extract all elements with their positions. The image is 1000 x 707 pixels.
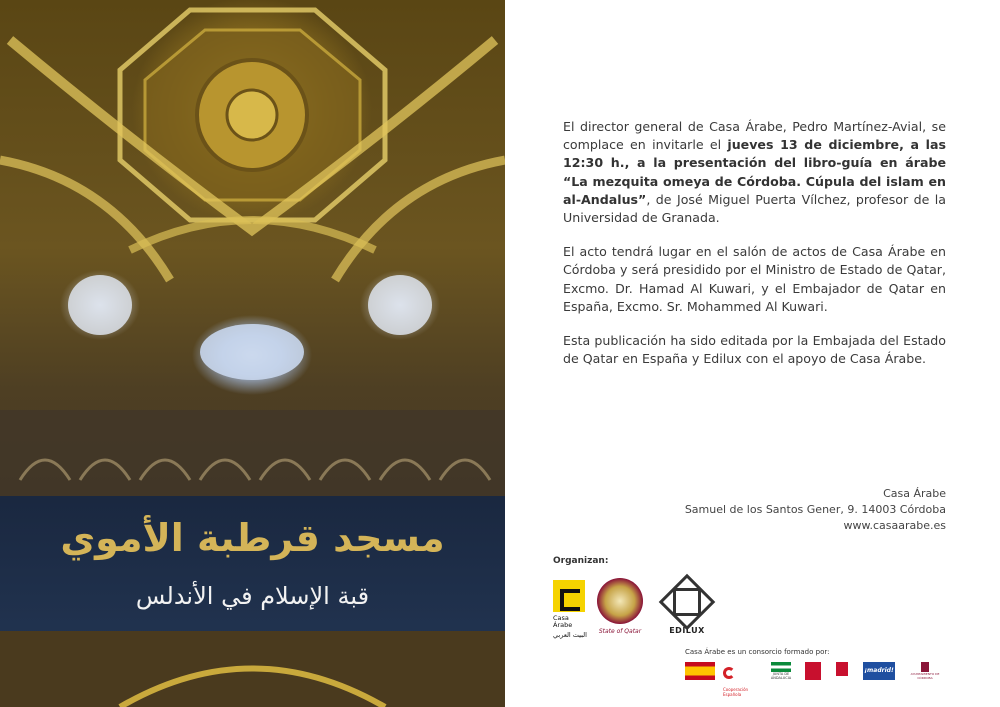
cordoba-text: AYUNTAMIENTO DE CÓRDOBA <box>910 672 940 680</box>
organizers-label: Organizan: <box>553 556 609 566</box>
consortium-label: Casa Árabe es un consorcio formado por: <box>685 648 830 656</box>
madrid-shield-icon <box>836 662 848 676</box>
qatar-logo-text: State of Qatar <box>598 628 642 635</box>
casa-arabe-icon <box>553 580 585 612</box>
invitation-text <box>563 118 946 384</box>
p1-text-c: , a la presentación del libro-guía en árabe <box>624 155 947 171</box>
comunidad-madrid-logo <box>805 662 821 680</box>
p1-book-title: “La mezquita omeya de Córdoba. Cúpula del islam en al-Andalus” <box>563 173 946 207</box>
casa-arabe-logo-text: Casa Árabe <box>553 614 573 629</box>
edilux-star-icon <box>659 574 716 631</box>
consortium-logos <box>685 662 950 697</box>
ayuntamiento-cordoba-logo <box>907 662 943 680</box>
madrid-city-logo: ¡madrid! <box>863 662 895 680</box>
paragraph-venue: El acto tendrá lugar en el salón de actos de Casa Árabe en Córdoba y será presidido por el Ministro de Estado de Qatar, Excmo. Dr. Hamad Al Kuwari, y el Embajador de Qatar en España, Excmo. Sr. Mohammed Al Kuwari. <box>563 244 946 314</box>
junta-andalucia-logo <box>767 662 795 680</box>
arabic-subtitle: قبة الإسلام في الأندلس <box>135 582 370 610</box>
p1-date: jueves 13 de diciembre, a las 12:30 h. <box>563 137 946 171</box>
casa-arabe-logo <box>553 580 588 640</box>
paragraph-publication: Esta publicación ha sido editada por la Embajada del Estado de Qatar en España y Edilux con el apoyo de Casa Árabe. <box>563 333 946 367</box>
aecid-icon <box>723 667 735 679</box>
address-block <box>685 486 946 534</box>
p1-text-e: , de José Miguel Puerta Vílchez, profesor de la Universidad de Granada. <box>563 191 946 226</box>
title-banner <box>0 496 505 631</box>
aecid-text: Cooperación Española <box>723 686 749 697</box>
aecid-logo <box>723 662 757 697</box>
edilux-logo <box>663 582 711 640</box>
address-web: www.casaarabe.es <box>843 519 946 532</box>
arabic-title: مسجد قرطبة الأموي <box>60 516 445 560</box>
edilux-logo-text: EDILUX <box>669 626 705 635</box>
address-name: Casa Árabe <box>883 487 946 500</box>
casa-arabe-logo-text-ar: البيت العربي <box>553 631 587 639</box>
ayuntamiento-madrid-logo <box>833 662 851 680</box>
andalucia-text: JUNTA DE ANDALUCIA <box>770 672 792 680</box>
qatar-emblem-icon <box>597 578 643 624</box>
andalucia-flag-icon <box>771 662 791 672</box>
p1-text-a: El director general de Casa Árabe, Pedro Martínez-Avial, se complace en invitarle el <box>563 119 946 153</box>
paragraph-invitation <box>563 118 946 227</box>
address-street: Samuel de los Santos Gener, 9. 14003 Córdoba <box>684 503 946 516</box>
cordoba-shield-icon <box>921 662 929 672</box>
spain-government-logo <box>685 662 715 680</box>
